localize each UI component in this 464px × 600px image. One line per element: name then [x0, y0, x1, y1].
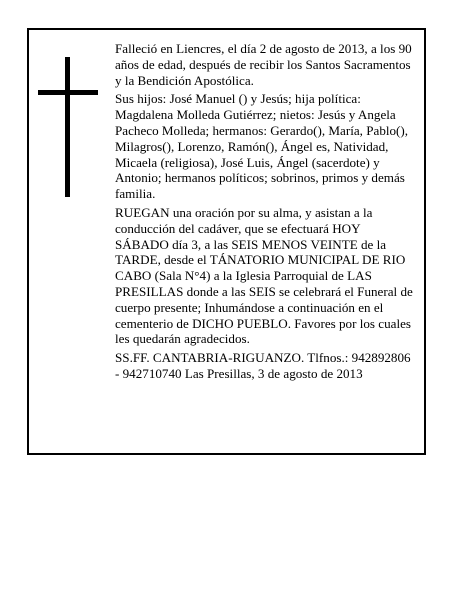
funeral-details: RUEGAN una oración por su alma, y asistan a la conducción del cadáver, que se efectuará HOY SÁBADO día 3, a las SEIS MENOS VEINTE de la TARDE, desde el TÁNATORIO MUNICIPAL DE RIO CABO (Sala N°4) a la Iglesia Parroquial de LAS PRESILLAS donde a las SEIS se celebrará el Funeral de cuerpo presente; Inhumándose a continuación en el cementerio de DICHO PUEBLO. Favores por los cuales les quedarán agradecidos.: [115, 204, 413, 347]
obituary-notice: [27, 28, 426, 455]
cross-vertical-bar: [65, 57, 70, 197]
funeral-home-contact: SS.FF. CANTABRIA-RIGUANZO. Tlfnos.: 942892806 - 942710740 Las Presillas, 3 de agosto de 2013: [115, 350, 411, 381]
cross-icon: [38, 57, 98, 197]
family-list: Sus hijos: José Manuel () y Jesús; hija política: Magdalena Molleda Gutiérrez; nietos: Jesús y Angela Pacheco Molleda; hermanos: Gerardo(), María, Pablo(), Milagros(), Lorenzo, Ramón(), Ángel es, Natividad, Micaela (religiosa), José Luis, Ángel (sacerdote) y Antonio; hermanos políticos; sobrinos, primos y demás familia.: [115, 91, 409, 202]
death-announcement: Falleció en Liencres, el día 2 de agosto de 2013, a los 90 años de edad, después de recibir los Santos Sacramentos y la Bendición Apostólica.: [115, 41, 412, 88]
notice-text: [115, 41, 415, 385]
cross-horizontal-bar: [38, 90, 98, 95]
